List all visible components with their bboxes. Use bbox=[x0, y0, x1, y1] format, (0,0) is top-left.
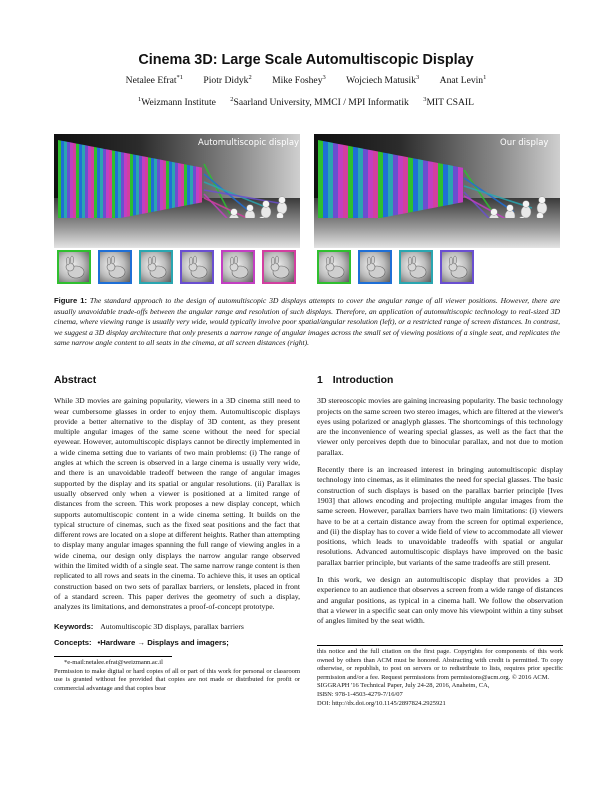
section-title: Introduction bbox=[332, 375, 394, 386]
screen-stripe bbox=[393, 154, 398, 215]
author: Piotr Didyk$^2$ bbox=[203, 74, 252, 86]
screen-stripe bbox=[100, 148, 103, 218]
screen-stripe bbox=[166, 161, 169, 210]
screen-stripe bbox=[408, 157, 413, 212]
screen-stripe bbox=[196, 166, 199, 203]
email-footnote: *e-mail:netalee.efrat@weizmann.ac.il bbox=[64, 659, 163, 666]
viewing-ray bbox=[204, 174, 250, 212]
screen-stripe bbox=[453, 166, 458, 204]
screen-stripe bbox=[343, 145, 348, 218]
bunny-thumbnail bbox=[180, 250, 214, 284]
viewer-head bbox=[263, 201, 270, 208]
bunny-icon bbox=[185, 255, 211, 281]
bunny-thumbnail bbox=[317, 250, 351, 284]
screen-stripe bbox=[190, 165, 193, 204]
teaser-figure bbox=[54, 134, 560, 286]
bunny-icon bbox=[103, 255, 129, 281]
screen-stripe bbox=[61, 141, 64, 218]
figure-caption bbox=[54, 296, 560, 349]
screen-stripe bbox=[64, 141, 67, 218]
footnote-rule bbox=[54, 656, 172, 657]
affiliation: $^2$Saarland University, MMCI / MPI Informatik bbox=[230, 96, 409, 108]
viewer-body bbox=[277, 202, 287, 214]
author: Netalee Efrat$^{*1}$ bbox=[125, 74, 184, 86]
screen-stripe bbox=[175, 162, 178, 207]
screen-stripe bbox=[363, 149, 368, 218]
footnote-left bbox=[54, 659, 300, 693]
right-thumbnail-row bbox=[314, 248, 560, 286]
bunny-icon bbox=[144, 255, 170, 281]
bunny-icon bbox=[404, 255, 430, 281]
bunny-icon bbox=[363, 255, 389, 281]
screen-stripe bbox=[121, 152, 124, 218]
screen-stripe bbox=[160, 160, 163, 211]
screen-stripe bbox=[318, 140, 323, 218]
keywords-label: Keywords: bbox=[54, 621, 94, 631]
permission-continued: this notice and the full citation on the first page. Copyrights for components of this work owned by others than ACM must be honored. Abstracting with credit is permitted. To copy otherwise, or republish, to post on servers or to redistribute to lists, requires prior specific permission and/or a fee. Request permissions from permissions@acm.org. © 2016 ACM. bbox=[317, 648, 563, 681]
concepts-label: Concepts: bbox=[54, 637, 92, 647]
figure-left-panel bbox=[54, 134, 300, 286]
screen-stripe bbox=[97, 147, 100, 218]
screen-stripe bbox=[338, 144, 343, 218]
screen-stripe bbox=[448, 165, 453, 205]
abstract-text: While 3D movies are gaining popularity, viewers in a 3D cinema still need to wear cumbersome glasses in order to enjoy them. Automultiscopic displays provide a better alternative to the display of 3D content, as they present multiple angular images of the same scene without the need for special eyewear. However, automultiscopic displays cannot be directly implemented in a wide cinema setting due to variants of two main problems: (i) The range of angles at which the screen is observed in a large cinema is usually very wide, and there is an unavoidable tradeoff between the range of angular images supported by the display and its spatial or angular resolutions. (ii) Parallax is usually observed only when a viewer is positioned at a limited range of distances from the screen. This work proposes a new display concept, which supports automultiscopic content in a wide cinema setting. It builds on the typical structure of cinemas, such as the fixed seat positions and the fact that different rows are located on a slope at different heights. Rather than attempting to display many angular images spanning the full range of viewing angles in a wide cinema, our design only displays the narrow angular range observed within the limited width of a single seat. The same narrow range content is then replicated to all rows and seats in the cinema. To achieve this, it uses an optical construction based on two sets of parallax barriers, or lenslets, placed in front of a standard screen. This paper derives the geometry of such a display, analyzes its limitations, and demonstrates a proof-of-concept prototype. bbox=[54, 396, 300, 612]
affiliation: $^1$Weizmann Institute bbox=[138, 96, 216, 108]
screen-stripe bbox=[184, 164, 187, 206]
concepts-line bbox=[54, 638, 300, 648]
screen-stripe bbox=[79, 144, 82, 218]
viewing-ray bbox=[204, 164, 230, 214]
screen-stripe bbox=[67, 142, 70, 218]
screen-stripe bbox=[118, 152, 121, 218]
screen-stripe bbox=[333, 143, 338, 218]
intro-paragraph: In this work, we design an automultiscopic display that provides a 3D experience to an audience that observes a screen from a wide range of distances and angular positions, as typical in a cinema hall. We follow the observation that a viewer in a specific seat can only move his viewpoint within a tiny subset of angles limited by the seat width. bbox=[317, 575, 563, 626]
abstract-heading: Abstract bbox=[54, 375, 97, 386]
screen-stripe bbox=[438, 163, 443, 207]
paper-title: Cinema 3D: Large Scale Automultiscopic Display bbox=[138, 52, 474, 68]
screen-stripe bbox=[181, 164, 184, 207]
screen-stripe bbox=[109, 150, 112, 218]
bunny-icon bbox=[445, 255, 471, 281]
screen-stripe bbox=[130, 154, 133, 216]
screen-stripe bbox=[58, 140, 61, 218]
screen-stripe bbox=[127, 153, 130, 217]
screen-stripe bbox=[443, 164, 448, 206]
author-list bbox=[0, 75, 612, 86]
viewer-head bbox=[539, 197, 546, 204]
screen-stripe bbox=[169, 161, 172, 208]
bunny-thumbnail bbox=[221, 250, 255, 284]
bunny-thumbnail bbox=[57, 250, 91, 284]
author: Anat Levin$^1$ bbox=[439, 74, 487, 86]
introduction-heading bbox=[317, 376, 563, 386]
screen-stripe bbox=[148, 157, 151, 212]
affiliation-list bbox=[0, 97, 612, 108]
abstract-section bbox=[54, 376, 300, 648]
left-thumbnail-row bbox=[54, 248, 300, 286]
screen-stripe bbox=[178, 163, 181, 207]
bunny-thumbnail bbox=[262, 250, 296, 284]
viewer-head bbox=[507, 205, 514, 212]
screen-stripe bbox=[139, 156, 142, 215]
screen-stripe bbox=[199, 167, 202, 203]
isbn-line: ISBN: 978-1-4503-4279-7/16/07 bbox=[317, 690, 403, 698]
viewer-body bbox=[537, 202, 547, 214]
screen-stripe bbox=[423, 160, 428, 210]
viewer-head bbox=[537, 213, 544, 218]
screen-stripe bbox=[328, 142, 333, 218]
viewer-head bbox=[523, 201, 530, 208]
screen-stripe bbox=[112, 150, 115, 218]
screen-stripe bbox=[103, 149, 106, 218]
viewer-head bbox=[247, 205, 254, 212]
viewing-ray bbox=[204, 190, 284, 204]
concepts-text: •Hardware → Displays and imagers; bbox=[97, 637, 229, 647]
screen-stripe bbox=[82, 145, 85, 218]
viewer-head bbox=[277, 213, 284, 218]
viewer-head bbox=[279, 197, 286, 204]
screen-stripe bbox=[157, 159, 160, 211]
viewer-head bbox=[231, 209, 238, 216]
intro-paragraph: Recently there is an increased interest in bringing automultiscopic display technology into cinemas, as it eliminates the need for special glasses. The basic construction of such displays is based on the parallax barrier principle [Ives 1903] that allows encoding and projecting multiple angular images from the same screen. However, parallax barriers have two main limitations: (i) viewers have to be at a certain distance away from the screen for optimal experience, and (ii) the display has to cover a wide field of view to accommodate all viewer positions, which leads to unavoidable tradeoffs with spatial or angular resolutions. Advanced automultiscopic displays have improved on the basic parallax barrier principle, but variants of the same tradeoffs are still present. bbox=[317, 465, 563, 567]
screen-stripe bbox=[348, 146, 353, 218]
author: Mike Foshey$^3$ bbox=[272, 74, 326, 86]
affiliation: $^3$MIT CSAIL bbox=[423, 96, 474, 108]
viewer-body bbox=[261, 206, 271, 218]
permission-text: Permission to make digital or hard copies of all or part of this work for personal or classroom use is granted without fee provided that copies are not made or distributed for profit or commercial advantage and that copies bear bbox=[54, 667, 300, 692]
bunny-thumbnail bbox=[139, 250, 173, 284]
screen-stripe bbox=[388, 153, 393, 216]
screen-stripe bbox=[73, 143, 76, 218]
screen-stripe bbox=[187, 165, 190, 206]
author: Wojciech Matusik$^3$ bbox=[346, 74, 420, 86]
screen-stripe bbox=[142, 156, 145, 214]
screen-stripe bbox=[428, 161, 433, 209]
screen-stripe bbox=[91, 146, 94, 218]
screen-stripe bbox=[133, 154, 136, 215]
screen-stripe bbox=[94, 147, 97, 218]
keywords-text: Automultiscopic 3D displays, parallax barriers bbox=[100, 621, 244, 631]
screen-stripe bbox=[124, 153, 127, 218]
bunny-thumbnail bbox=[440, 250, 474, 284]
caption-label: Figure 1: bbox=[54, 296, 88, 305]
introduction-section bbox=[317, 376, 563, 627]
screen-stripe bbox=[106, 149, 109, 218]
bunny-thumbnail bbox=[358, 250, 392, 284]
caption-text: The standard approach to the design of automultiscopic 3D displays attempts to cover the angular range of all viewer positions. However, there are usually unavoidable trade-offs between the angular range and resolution of such displays. Therefore, an application of automultiscopic technology to real-sized 3D cinema, where viewing range is usually very wide, would typically involve poor spatial/angular resolution (left), or a restricted range of screen distances. In contrast, we suggest a 3D display architecture that only presents a narrow range of angular images across the small set of viewing positions of a single seat, and replicates the same narrow angle content to all seats in the cinema, at all screen distances (right). bbox=[54, 296, 560, 347]
left-panel-label: Automultiscopic display bbox=[198, 138, 300, 148]
bunny-icon bbox=[226, 255, 252, 281]
screen-stripe bbox=[323, 141, 328, 218]
screen-stripe bbox=[193, 166, 196, 204]
screen-stripe bbox=[70, 142, 73, 218]
screen-stripe bbox=[163, 160, 166, 210]
screen-stripe bbox=[172, 162, 175, 208]
bunny-icon bbox=[267, 255, 293, 281]
screen-stripe bbox=[358, 148, 363, 218]
bunny-thumbnail bbox=[98, 250, 132, 284]
venue-line: SIGGRAPH '16 Technical Paper, July 24-28, 2016, Anaheim, CA, bbox=[317, 682, 490, 690]
screen-stripe bbox=[373, 151, 378, 218]
screen-stripe bbox=[353, 147, 358, 218]
footnote-right bbox=[317, 648, 563, 708]
viewing-ray bbox=[464, 186, 532, 208]
screen-stripe bbox=[368, 150, 373, 218]
intro-paragraph: 3D stereoscopic movies are gaining increasing popularity. The basic technology projects on the same screen two stereo images, which are filtered at the viewer's eyes using polarized or anaglyph glasses. The shortcomings of this technology are the inconvenience of wearing special glasses, as well as the fact that the viewer only perceives depth due to binocular parallax, and not due to motion parallax. bbox=[317, 396, 564, 457]
figure-right-panel bbox=[314, 134, 560, 286]
viewer-head bbox=[491, 209, 498, 216]
screen-stripe bbox=[458, 167, 463, 203]
screen-stripe bbox=[154, 158, 157, 211]
screen-stripe bbox=[403, 156, 408, 213]
screen-stripe bbox=[76, 143, 79, 218]
screen-stripe bbox=[383, 152, 388, 217]
section-number: 1 bbox=[317, 375, 323, 386]
screen-stripe bbox=[378, 152, 383, 218]
screen-stripe bbox=[136, 155, 139, 215]
bunny-thumbnail bbox=[399, 250, 433, 284]
screen-stripe bbox=[151, 158, 154, 212]
screen-stripe bbox=[88, 146, 91, 218]
bunny-icon bbox=[62, 255, 88, 281]
keywords-line bbox=[54, 622, 300, 632]
doi-line: DOI: http://dx.doi.org/10.1145/2897824.2925921 bbox=[317, 699, 446, 707]
right-panel-label: Our display bbox=[500, 138, 549, 148]
column-rule bbox=[317, 645, 563, 646]
bunny-icon bbox=[322, 255, 348, 281]
screen-stripe bbox=[85, 145, 88, 218]
screen-stripe bbox=[145, 157, 148, 214]
screen-stripe bbox=[433, 162, 438, 208]
screen-stripe bbox=[413, 158, 418, 212]
screen-stripe bbox=[115, 151, 118, 218]
screen-stripe bbox=[398, 155, 403, 214]
viewer-body bbox=[521, 206, 531, 218]
screen-stripe bbox=[418, 159, 423, 211]
